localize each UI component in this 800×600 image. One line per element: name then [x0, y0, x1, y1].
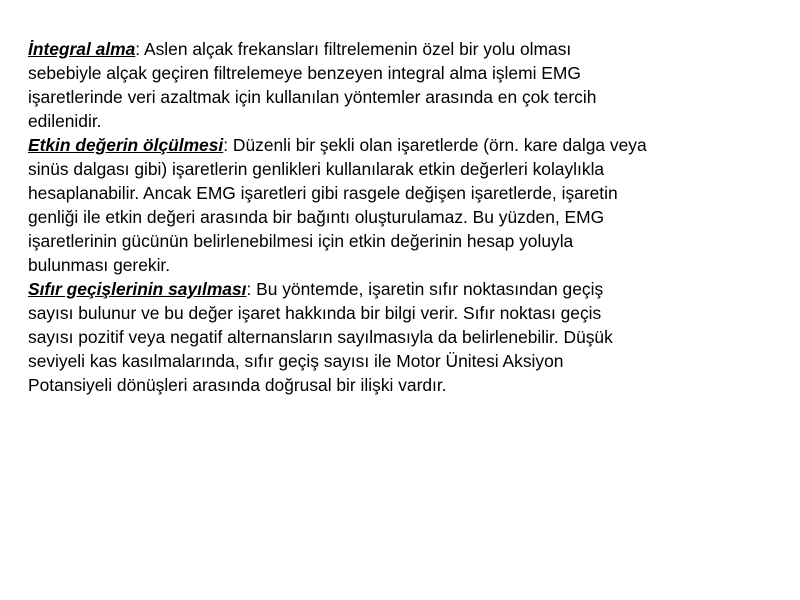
- text-line: sayısı pozitif veya negatif alternansların sayılmasıyla da belirlenebilir. Düşük: [28, 327, 613, 347]
- section-etkin-deger: [28, 133, 758, 277]
- text-body: [28, 37, 758, 397]
- section-integral-alma: [28, 37, 758, 133]
- term-separator: :: [135, 39, 141, 59]
- term-separator: :: [223, 135, 229, 155]
- text-line: Potansiyeli dönüşleri arasında doğrusal bir ilişki vardır.: [28, 375, 447, 395]
- text-line: hesaplanabilir. Ancak EMG işaretleri gibi rasgele değişen işaretlerde, işaretin: [28, 183, 618, 203]
- term-etkin-deger: Etkin değerin ölçülmesi: [28, 135, 224, 155]
- term-separator: :: [246, 279, 252, 299]
- term-sifir-gecis: Sıfır geçişlerinin sayılması: [28, 279, 247, 299]
- text-line: Aslen alçak frekansları filtrelemenin özel bir yolu olması: [140, 39, 572, 59]
- text-line: sayısı bulunur ve bu değer işaret hakkında bir bilgi verir. Sıfır noktası geçis: [28, 303, 602, 323]
- text-line: Bu yöntemde, işaretin sıfır noktasından geçiş: [251, 279, 604, 299]
- text-line: edilenidir.: [28, 111, 102, 131]
- text-line: bulunması gerekir.: [28, 255, 171, 275]
- term-integral-alma: İntegral alma: [28, 39, 136, 59]
- text-line: seviyeli kas kasılmalarında, sıfır geçiş sayısı ile Motor Ünitesi Aksiyon: [28, 351, 564, 371]
- text-line: işaretlerinin gücünün belirlenebilmesi için etkin değerinin hesap yoluyla: [28, 231, 574, 251]
- text-line: genliği ile etkin değeri arasında bir bağıntı oluşturulamaz. Bu yüzden, EMG: [28, 207, 605, 227]
- text-line: sinüs dalgası gibi) işaretlerin genlikleri kullanılarak etkin değerleri kolaylıkla: [28, 159, 605, 179]
- text-line: Düzenli bir şekli olan işaretlerde (örn. kare dalga veya: [228, 135, 647, 155]
- text-line: sebebiyle alçak geçiren filtrelemeye benzeyen integral alma işlemi EMG: [28, 63, 581, 83]
- section-sifir-gecis: [28, 277, 758, 397]
- text-line: işaretlerinde veri azaltmak için kullanılan yöntemler arasında en çok tercih: [28, 87, 597, 107]
